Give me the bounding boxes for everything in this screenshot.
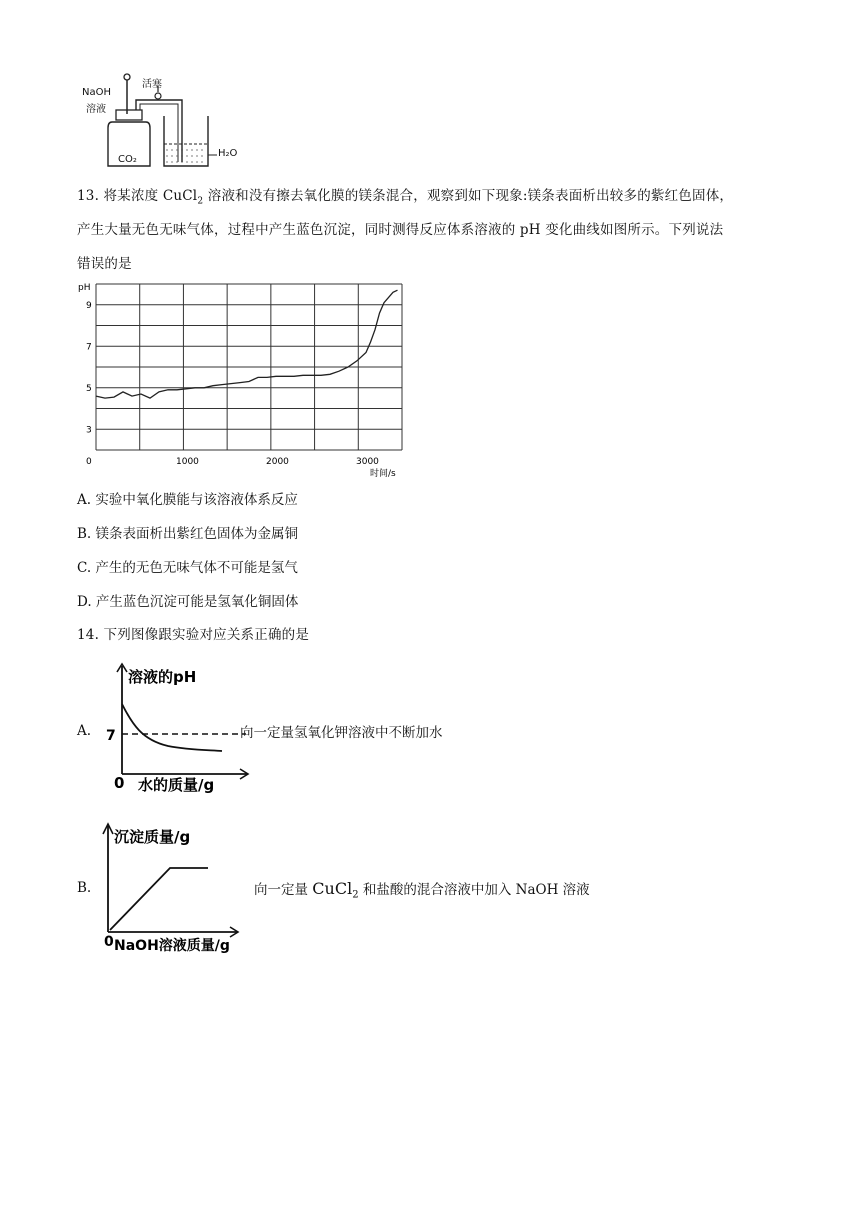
y-tick-label: 5 [86, 383, 92, 394]
apparatus-diagram [78, 70, 258, 170]
q13-line1-pre: 13. 将某浓度 CuCl [77, 188, 198, 204]
valve-label: 活塞 [142, 79, 162, 90]
q13-option-b[interactable]: B. 镁条表面析出紫红色固体为金属铜 [77, 526, 299, 542]
q13-line-3: 错误的是 [77, 256, 132, 272]
graph-a-x-label: 水的质量/g [138, 776, 215, 794]
x-tick-label: 0 [86, 457, 92, 467]
q13-option-d[interactable]: D. 产生蓝色沉淀可能是氢氧化铜固体 [77, 594, 299, 610]
q14-stem: 14. 下列图像跟实验对应关系正确的是 [77, 627, 310, 643]
y-tick-label: 3 [86, 425, 92, 436]
y-tick-label: 7 [86, 342, 92, 353]
x-tick-label: 2000 [266, 457, 289, 467]
x-tick-label: 3000 [356, 457, 379, 467]
ph-chart [74, 278, 414, 480]
graph-a-origin: 0 [114, 774, 125, 792]
flask-label: CO₂ [118, 154, 137, 165]
graph-b-origin: 0 [104, 934, 114, 950]
ph-chart-svg [74, 278, 414, 480]
q14-graph-a [98, 662, 258, 798]
q14-option-b-letter[interactable]: B. [77, 880, 92, 896]
q14-option-a-caption: 向一定量氢氧化钾溶液中不断加水 [240, 725, 443, 741]
q13-line1-post: 溶液和没有擦去氧化膜的镁条混合，观察到如下现象:镁条表面析出较多的紫红色固体， [203, 188, 734, 204]
naoh-label-2: 溶液 [86, 104, 106, 115]
naoh-label-1: NaOH [82, 87, 111, 98]
graph-a-svg [98, 662, 258, 798]
y-axis-label: pH [78, 283, 91, 293]
q13-line-2: 产生大量无色无味气体，过程中产生蓝色沉淀，同时测得反应体系溶液的 pH 变化曲线如图所示。下列说法 [77, 222, 724, 238]
x-axis-label: 时间/s [370, 469, 396, 479]
x-tick-label: 1000 [176, 457, 199, 467]
graph-a-y-label: 溶液的pH [128, 668, 197, 686]
q14-option-a-letter[interactable]: A. [77, 723, 92, 739]
water-label: H₂O [218, 148, 238, 159]
q13-line1-sub: 2 [197, 196, 204, 207]
caption-b-formula: CuCl [312, 879, 353, 898]
q14-graph-b [98, 820, 258, 956]
caption-b-post: 和盐酸的混合溶液中加入 NaOH 溶液 [358, 882, 590, 898]
y-tick-label: 9 [86, 300, 92, 311]
q13-line-1 [77, 186, 733, 212]
graph-b-svg [98, 820, 258, 956]
caption-b-pre: 向一定量 [254, 882, 313, 898]
graph-b-x-label: NaOH溶液质量/g [114, 938, 230, 954]
graph-b-y-label: 沉淀质量/g [114, 828, 191, 846]
q13-option-a[interactable]: A. 实验中氧化膜能与该溶液体系反应 [77, 492, 298, 508]
graph-a-mark-7: 7 [106, 728, 116, 744]
ph-series-line [96, 290, 398, 398]
caption-b-sub: 2 [352, 889, 359, 901]
q13-option-c[interactable]: C. 产生的无色无味气体不可能是氢气 [77, 560, 298, 576]
q14-option-b-caption [254, 878, 590, 901]
